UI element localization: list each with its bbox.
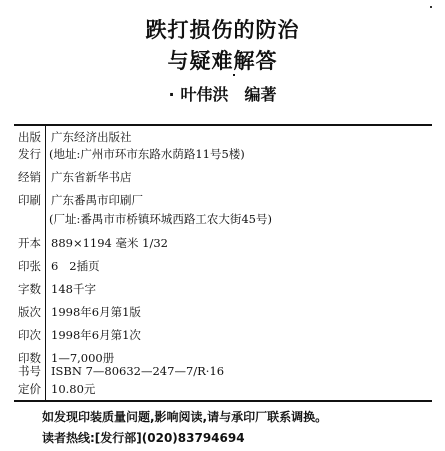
format-value: 889×1194 毫米 1/32 xyxy=(51,236,168,250)
price-value: 10.80元 xyxy=(51,382,96,396)
corner-speck xyxy=(430,6,432,8)
edition-value: 1998年6月第1版 xyxy=(51,305,141,319)
publisher-label: 出版 xyxy=(18,130,41,144)
print-speck xyxy=(233,74,235,76)
publisher-value: 广东经济出版社 xyxy=(51,130,132,144)
printer-value: 广东番禺市印刷厂 xyxy=(51,193,143,207)
author-name: 叶伟洪 xyxy=(180,85,229,104)
print-run-value: 1—7,000册 xyxy=(51,351,115,365)
impression-value: 1998年6月第1次 xyxy=(51,328,141,342)
reader-hotline: 读者热线:[发行部](020)83794694 xyxy=(42,431,245,445)
book-title-line-1: 跌打损伤的防治 xyxy=(145,18,300,42)
price-label: 定价 xyxy=(18,382,41,396)
seller-label: 经销 xyxy=(18,170,41,184)
word-count-value: 148千字 xyxy=(51,282,96,296)
colophon-top-rule xyxy=(14,124,432,126)
distributor-label: 发行 xyxy=(18,147,41,161)
printer-label: 印刷 xyxy=(18,193,41,207)
author-role: 编著 xyxy=(244,85,277,104)
printer-address: (厂址:番禺市市桥镇环城西路工农大街45号) xyxy=(49,212,272,226)
seller-value: 广东省新华书店 xyxy=(51,170,132,184)
author-bullet: · xyxy=(168,85,175,104)
colophon-column-divider xyxy=(45,126,46,400)
sheets-value: 6 2插页 xyxy=(51,259,100,273)
quality-notice: 如发现印装质量问题,影响阅读,请与承印厂联系调换。 xyxy=(42,410,328,424)
format-label: 开本 xyxy=(18,236,41,250)
edition-label: 版次 xyxy=(18,305,41,319)
isbn-label: 书号 xyxy=(18,364,41,378)
sheets-label: 印张 xyxy=(18,259,41,273)
author-line xyxy=(0,82,445,105)
impression-label: 印次 xyxy=(18,328,41,342)
publisher-address: (地址:广州市环市东路水荫路11号5楼) xyxy=(49,147,245,161)
colophon-bottom-rule xyxy=(14,400,432,402)
book-title-line-2: 与疑难解答 xyxy=(167,49,278,73)
word-count-label: 字数 xyxy=(18,282,41,296)
print-run-label: 印数 xyxy=(18,351,41,365)
isbn-value: ISBN 7—80632—247—7/R·16 xyxy=(51,364,225,378)
